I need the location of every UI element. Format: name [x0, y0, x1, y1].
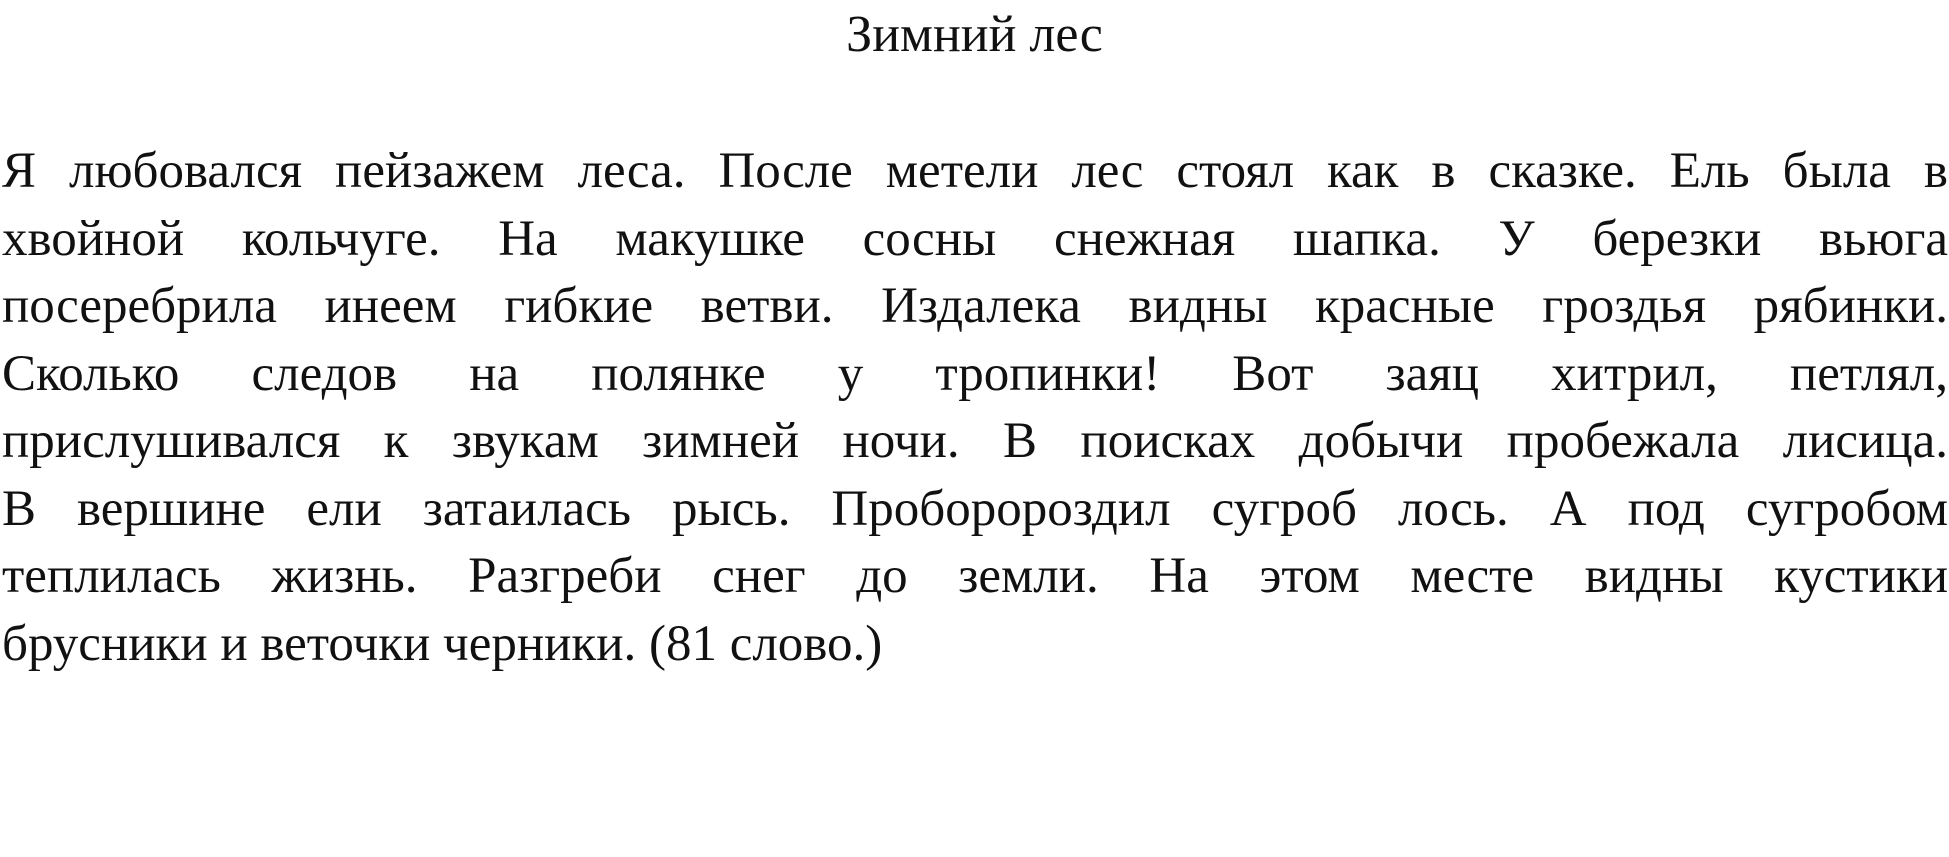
document-title: Зимний лес: [846, 6, 1103, 63]
paragraph-line: хвойной кольчуге. На макушке сосны снежная шапка. У березки вьюга: [2, 210, 1948, 267]
paragraph-line: брусники и веточки черники. (81 слово.): [2, 615, 883, 672]
document-body: [2, 138, 1948, 678]
paragraph-line: теплилась жизнь. Разгреби снег до земли. На этом месте видны кустики: [2, 548, 1948, 604]
paragraph-line: Сколько следов на полянке у тропинки! Вот заяц хитрил, петлял,: [2, 345, 1948, 402]
paragraph-line: В вершине ели затаилась рысь. Проборороздил сугроб лось. А под сугробом: [2, 480, 1948, 537]
paragraph-line: Я любовался пейзажем леса. После метели лес стоял как в сказке. Ель была в: [2, 143, 1948, 199]
paragraph-line: прислушивался к звукам зимней ночи. В поисках добычи пробежала лисица.: [2, 413, 1948, 469]
paragraph-line: посеребрила инеем гибкие ветви. Издалека видны красные гроздья рябинки.: [2, 278, 1948, 334]
